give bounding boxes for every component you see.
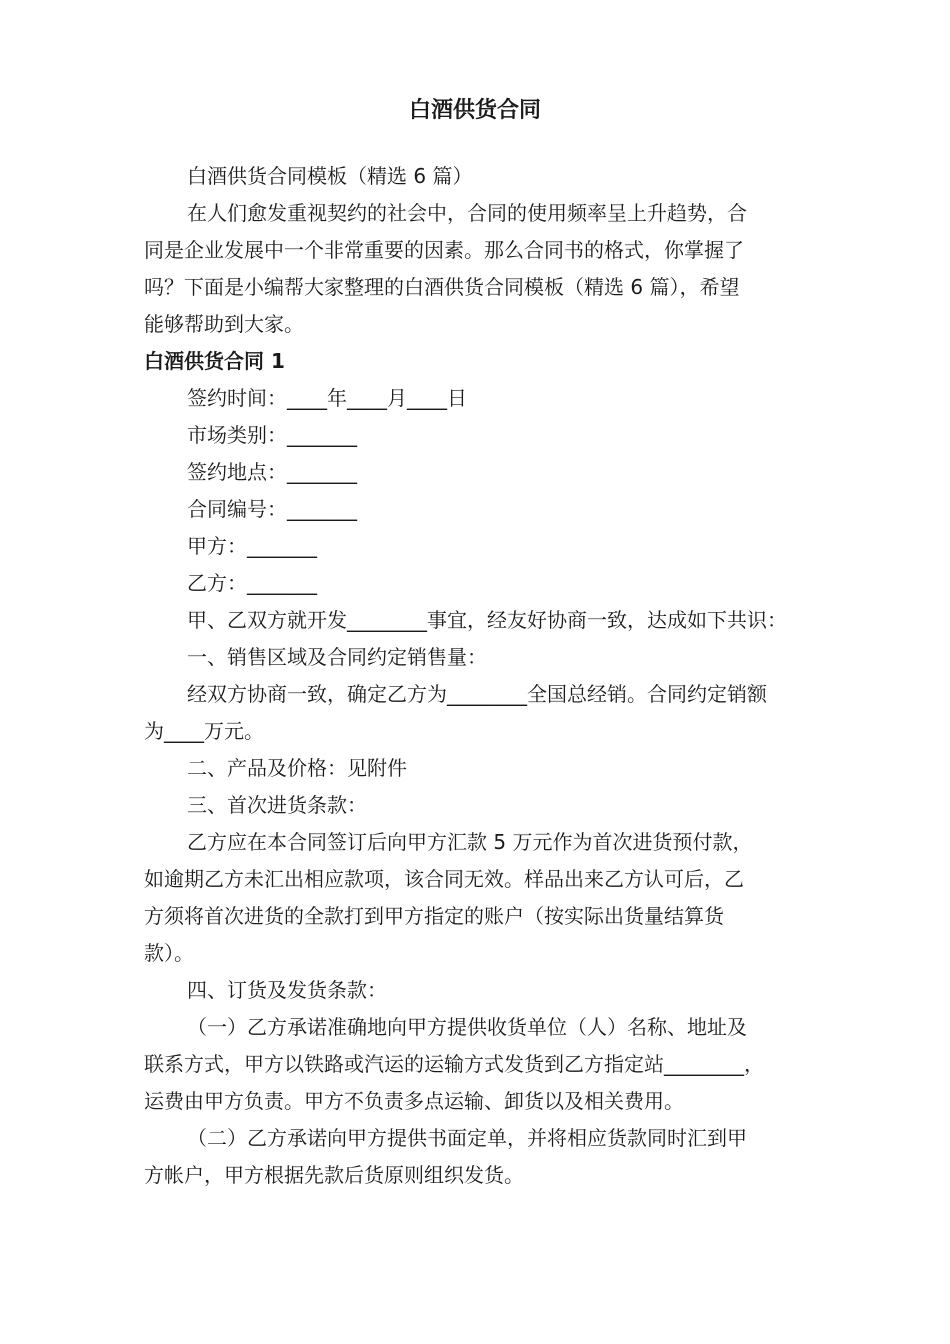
agreement-line: 甲、乙双方就开发________事宜，经友好协商一致，达成如下共识：	[187, 608, 787, 632]
section-heading: 白酒供货合同 1	[144, 349, 285, 373]
clause-line: 款）。	[144, 941, 194, 965]
clause-heading: 二、产品及价格：见附件	[187, 756, 407, 780]
clause-heading: 一、销售区域及合同约定销售量：	[187, 645, 487, 669]
signing-place-field: 签约地点：_______	[187, 460, 357, 484]
subtitle-line: 白酒供货合同模板（精选 6 篇）	[187, 164, 473, 188]
contract-number-field: 合同编号：_______	[187, 497, 357, 521]
clause-line: 如逾期乙方未汇出相应款项，该合同无效。样品出来乙方认可后，乙	[144, 867, 744, 891]
clause-heading: 三、首次进货条款：	[187, 793, 367, 817]
clause-line: （二）乙方承诺向甲方提供书面定单，并将相应货款同时汇到甲	[187, 1126, 747, 1150]
clause-line: 联系方式，甲方以铁路或汽运的运输方式发货到乙方指定站________，	[144, 1052, 764, 1076]
clause-line: （一）乙方承诺准确地向甲方提供收货单位（人）名称、地址及	[187, 1015, 747, 1039]
party-a-field: 甲方：_______	[187, 534, 317, 558]
clause-line: 为____万元。	[144, 719, 264, 743]
clause-line: 方须将首次进货的全款打到甲方指定的账户（按实际出货量结算货	[144, 904, 724, 928]
signing-date-field: 签约时间：____年____月____日	[187, 386, 467, 410]
intro-line: 能够帮助到大家。	[144, 312, 304, 336]
clause-line: 运费由甲方负责。甲方不负责多点运输、卸货以及相关费用。	[144, 1089, 684, 1113]
intro-line: 在人们愈发重视契约的社会中，合同的使用频率呈上升趋势，合	[187, 201, 747, 225]
document-title: 白酒供货合同	[408, 98, 541, 123]
intro-line: 吗？下面是小编帮大家整理的白酒供货合同模板（精选 6 篇），希望	[144, 275, 740, 299]
clause-line: 经双方协商一致，确定乙方为________全国总经销。合同约定销额	[187, 682, 767, 706]
clause-line: 乙方应在本合同签订后向甲方汇款 5 万元作为首次进货预付款，	[187, 830, 753, 854]
document-body	[144, 158, 814, 1194]
clause-heading: 四、订货及发货条款：	[187, 978, 387, 1002]
intro-line: 同是企业发展中一个非常重要的因素。那么合同书的格式，你掌握了	[144, 238, 744, 262]
clause-line: 方帐户，甲方根据先款后货原则组织发货。	[144, 1163, 524, 1187]
market-category-field: 市场类别：_______	[187, 423, 357, 447]
party-b-field: 乙方：_______	[187, 571, 317, 595]
